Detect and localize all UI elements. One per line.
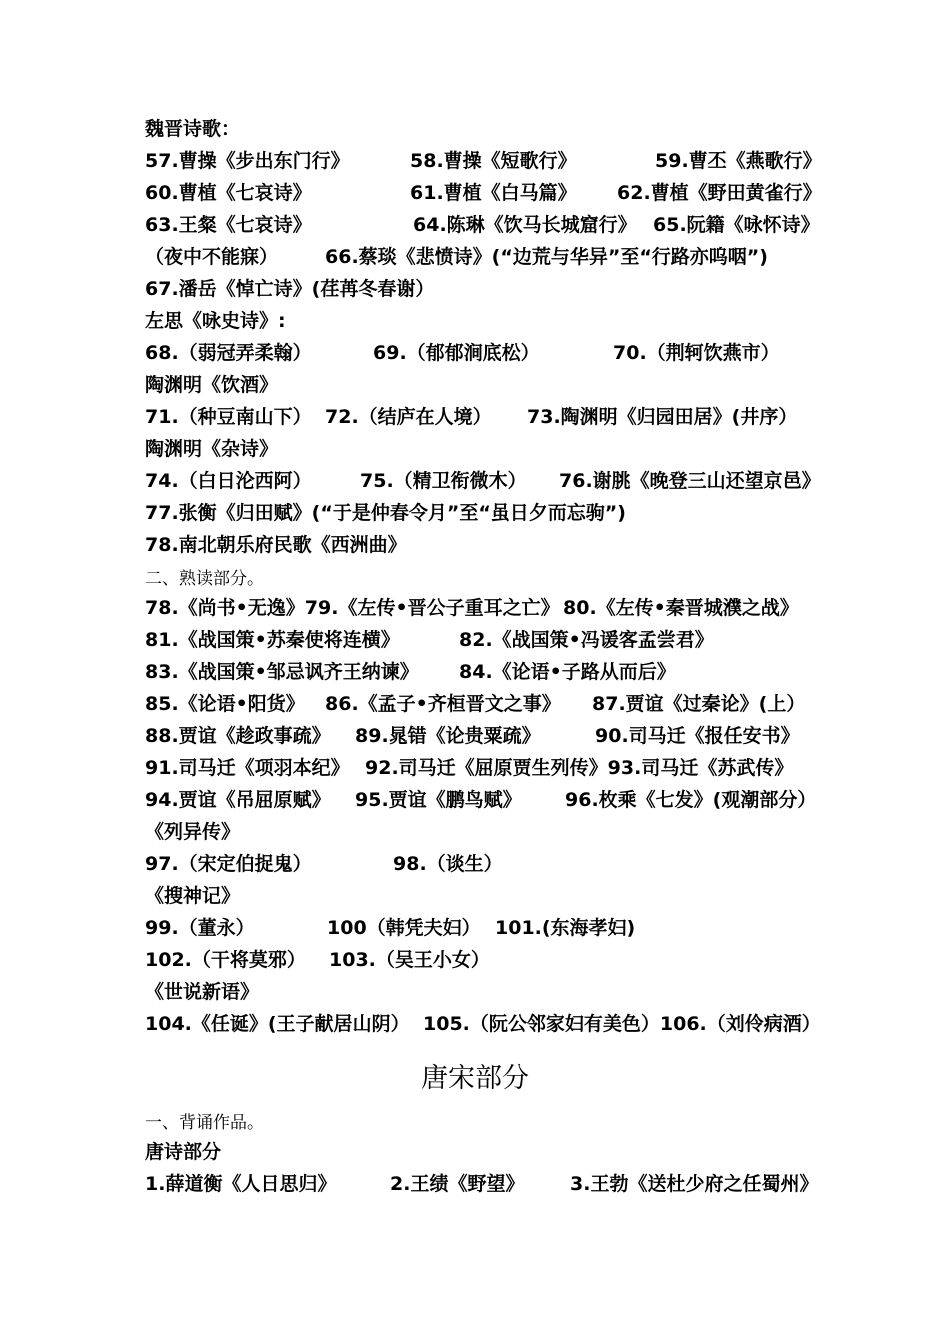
list-item: 66.蔡琰《悲愤诗》(“边荒与华异”至“行路亦呜咽”)	[325, 246, 768, 268]
list-item: 92.司马迁《屈原贾生列传》93.司马迁《苏武传》	[365, 757, 794, 779]
tangshi-heading: 唐诗部分	[145, 1141, 222, 1163]
list-item: 87.贾谊《过秦论》(上）	[592, 693, 806, 715]
list-item: 62.曹植《野田黄雀行》	[617, 182, 822, 204]
list-item: 1.薛道衡《人日思归》	[145, 1173, 337, 1195]
list-item: 102.（干将莫邪）	[145, 949, 306, 971]
list-item: 61.曹植《白马篇》	[410, 182, 577, 204]
list-item: 76.谢朓《晚登三山还望京邑》	[559, 470, 821, 492]
list-item: 60.曹植《七哀诗》	[145, 182, 312, 204]
list-item: 97.（宋定伯捉鬼）	[145, 853, 312, 875]
list-item: 78.南北朝乐府民歌《西洲曲》	[145, 534, 407, 556]
list-item: 101.(东海孝妇)	[495, 917, 636, 939]
list-item: 105.（阮公邻家妇有美色）106.（刘伶病酒）	[423, 1013, 821, 1035]
list-item: 57.曹操《步出东门行》	[145, 150, 350, 172]
list-item: 94.贾谊《吊屈原赋》	[145, 789, 331, 811]
list-item: 104.《任诞》(王子献居山阴）	[145, 1013, 410, 1035]
lieyi-heading: 《列异传》	[145, 821, 241, 843]
beisong-heading: 一、背诵作品。	[145, 1113, 264, 1133]
weijin-heading: 魏晋诗歌：	[145, 118, 241, 140]
list-item: 74.（白日沦西阿）	[145, 470, 312, 492]
list-item: 98.（谈生）	[393, 853, 503, 875]
soushen-heading: 《搜神记》	[145, 885, 241, 907]
list-item: 90.司马迁《报任安书》	[595, 725, 800, 747]
list-item: 96.枚乘《七发》(观潮部分）	[565, 789, 817, 811]
list-item: 103.（吴王小女）	[329, 949, 490, 971]
list-item: 89.晁错《论贵粟疏》	[355, 725, 541, 747]
shishuo-heading: 《世说新语》	[145, 981, 260, 1003]
list-item: 58.曹操《短歌行》	[410, 150, 577, 172]
list-item: 65.阮籍《咏怀诗》	[653, 214, 820, 236]
list-item: 3.王勃《送杜少府之任蜀州》	[570, 1173, 819, 1195]
list-item: （夜中不能寐）	[145, 246, 279, 268]
zuosi-heading: 左思《咏史诗》:	[145, 310, 286, 332]
list-item: 80.《左传•秦晋城濮之战》	[563, 597, 799, 619]
list-item: 100（韩凭夫妇）	[327, 917, 481, 939]
list-item: 2.王绩《野望》	[390, 1173, 525, 1195]
list-item: 78.《尚书•无逸》79.《左传•晋公子重耳之亡》	[145, 597, 560, 619]
list-item: 68.（弱冠弄柔翰）	[145, 342, 312, 364]
list-item: 75.（精卫衔微木）	[360, 470, 527, 492]
list-item: 73.陶渊明《归园田居》(井序）	[527, 406, 798, 428]
list-item: 99.（董永）	[145, 917, 255, 939]
list-item: 67.潘岳《悼亡诗》(荏苒冬春谢）	[145, 278, 435, 300]
list-item: 63.王粲《七哀诗》	[145, 214, 312, 236]
list-item: 95.贾谊《鹏鸟赋》	[355, 789, 522, 811]
list-item: 86.《孟子•齐桓晋文之事》	[325, 693, 561, 715]
list-item: 59.曹丕《燕歌行》	[655, 150, 822, 172]
taoyinjiu-heading: 陶渊明《饮酒》	[145, 374, 279, 396]
list-item: 77.张衡《归田赋》(“于是仲春令月”至“虽日夕而忘驹”)	[145, 502, 626, 524]
list-item: 82.《战国策•冯谖客孟尝君》	[459, 629, 714, 651]
shudu-heading: 二、熟读部分。	[145, 569, 264, 589]
list-item: 88.贾谊《趁政事疏》	[145, 725, 331, 747]
list-item: 84.《论语•子路从而后》	[459, 661, 676, 683]
tangsong-title: 唐宋部分	[421, 1063, 529, 1094]
list-item: 91.司马迁《项羽本纪》	[145, 757, 350, 779]
list-item: 71.（种豆南山下）	[145, 406, 312, 428]
list-item: 72.（结庐在人境）	[325, 406, 492, 428]
list-item: 64.陈琳《饮马长城窟行》	[413, 214, 637, 236]
list-item: 85.《论语•阳货》	[145, 693, 305, 715]
list-item: 69.（郁郁涧底松）	[373, 342, 540, 364]
taozashi-heading: 陶渊明《杂诗》	[145, 438, 279, 460]
list-item: 81.《战国策•苏秦使将连横》	[145, 629, 400, 651]
list-item: 83.《战国策•邹忌讽齐王纳谏》	[145, 661, 419, 683]
list-item: 70.（荆轲饮燕市）	[613, 342, 780, 364]
